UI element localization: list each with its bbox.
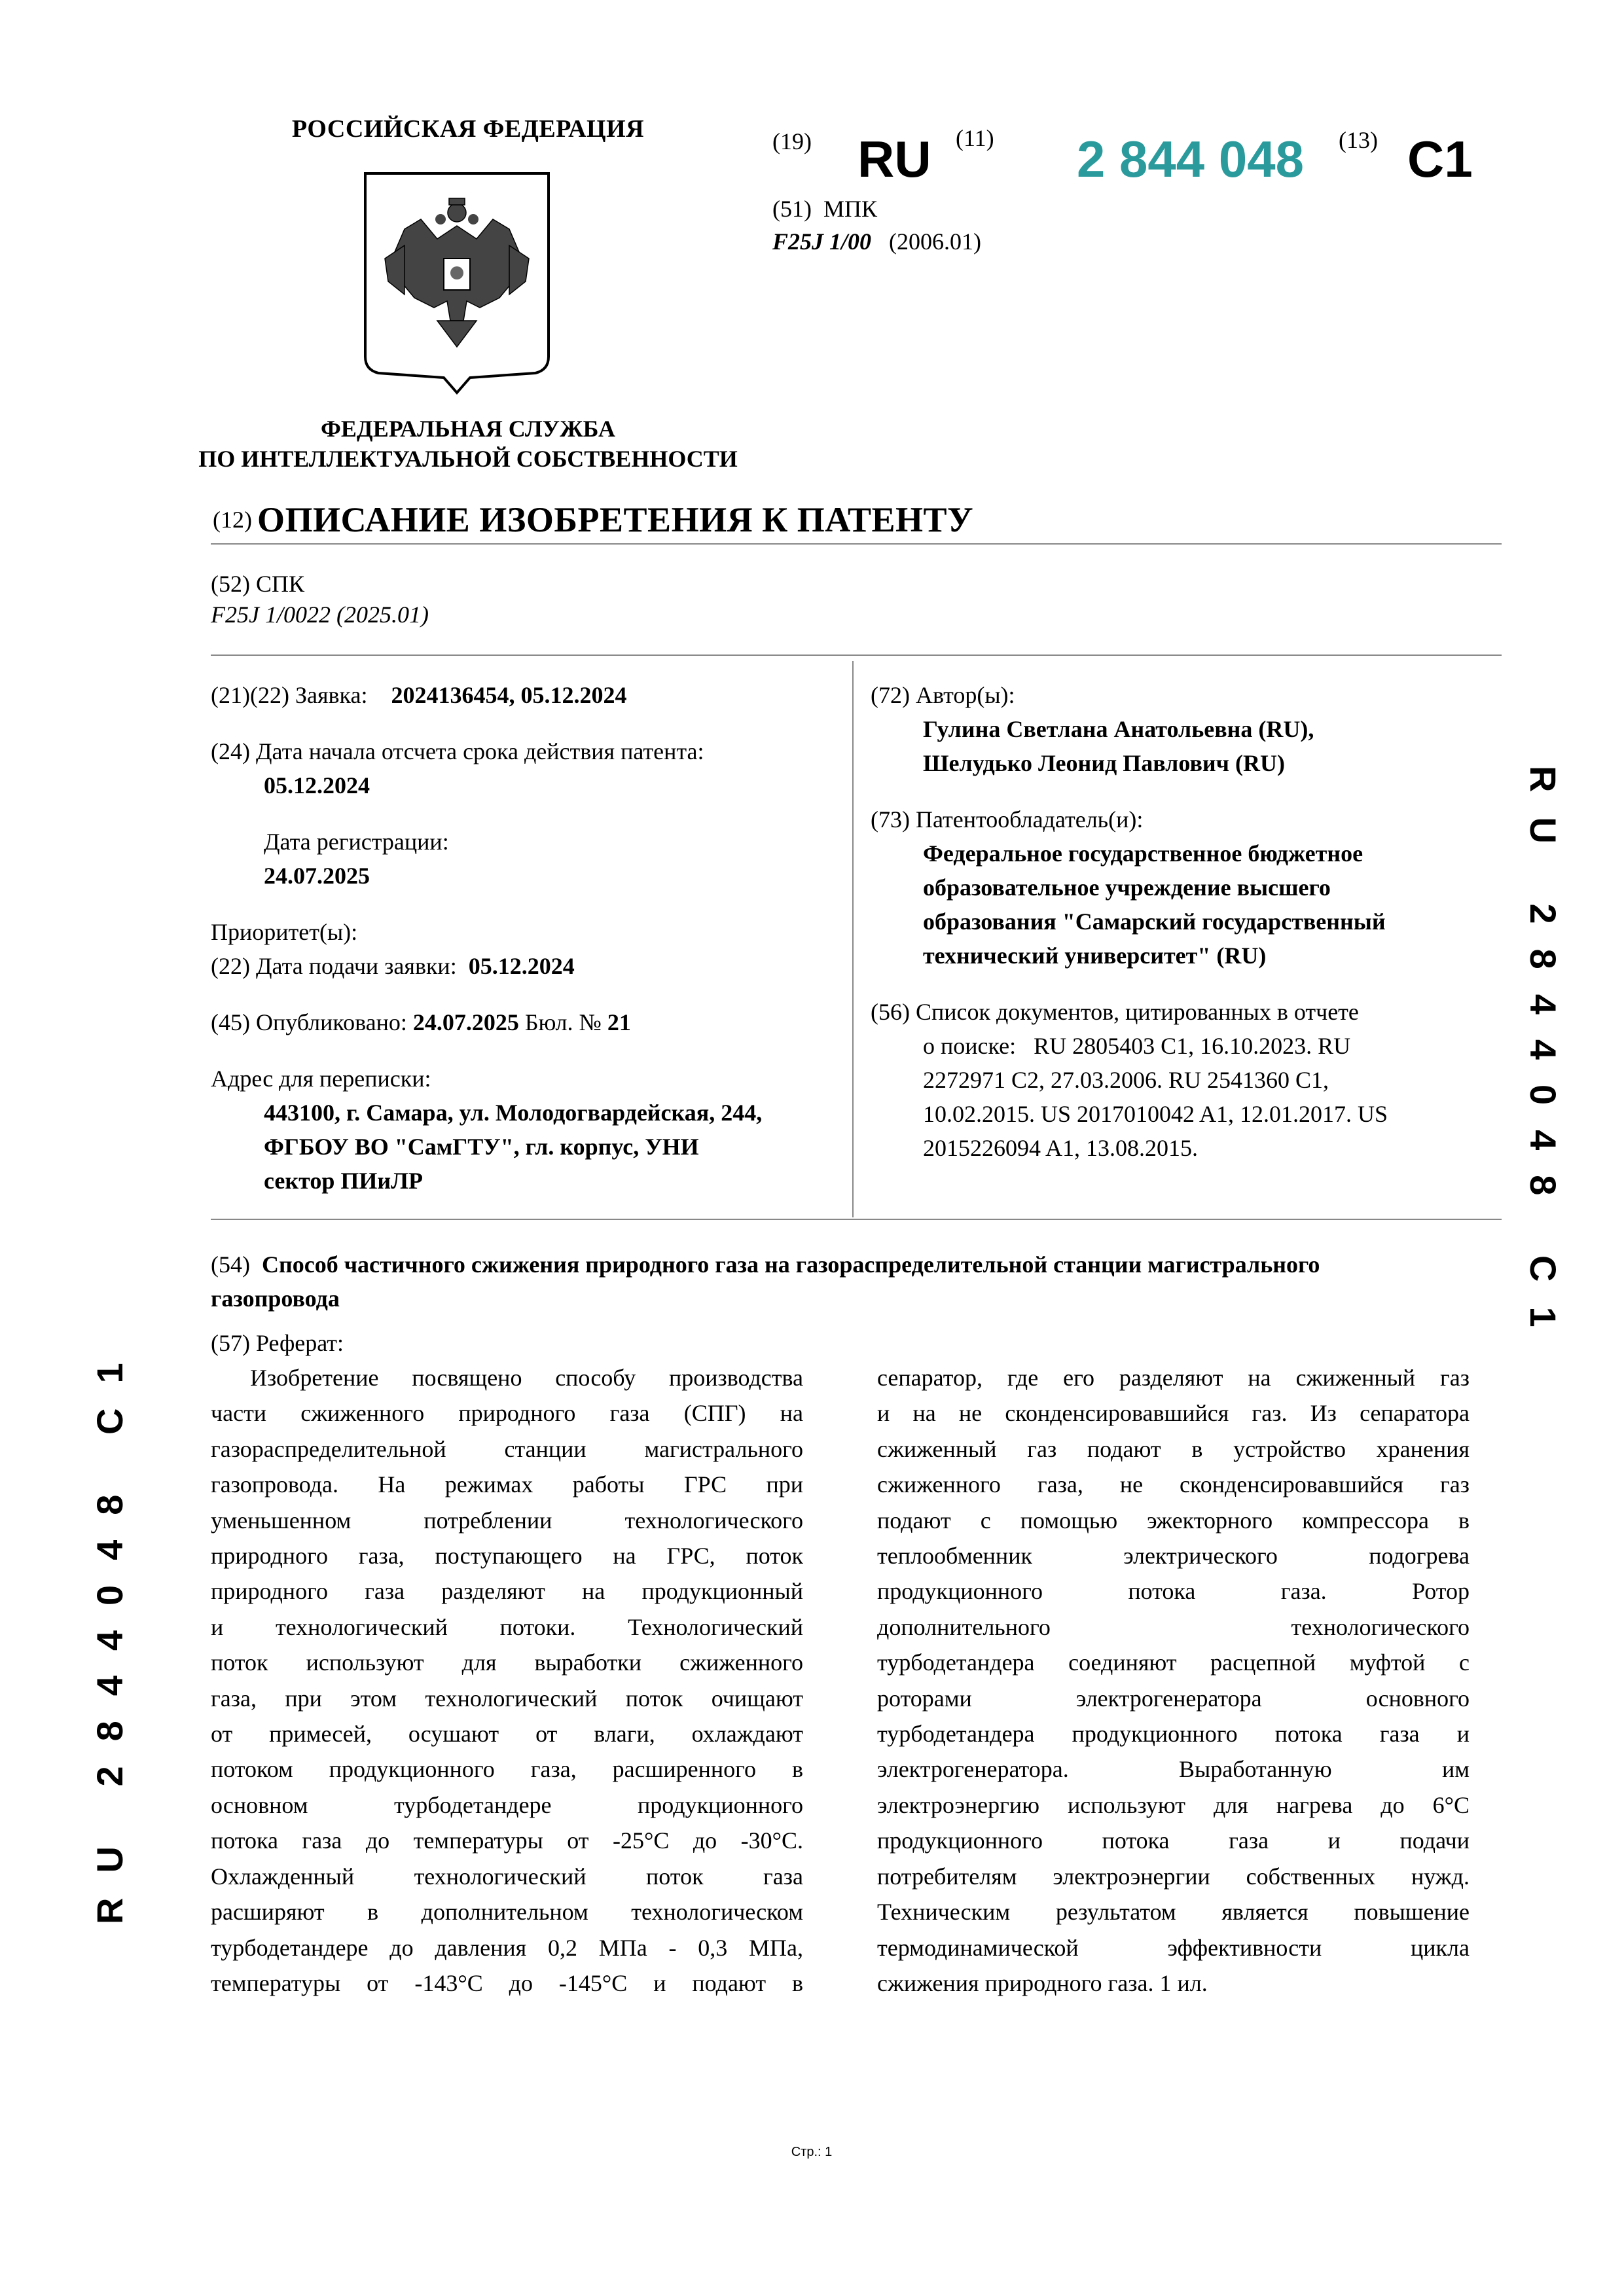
owner-line: образовательное учреждение высшего xyxy=(923,874,1331,901)
address-line: 443100, г. Самара, ул. Молодогвардейская, 244, xyxy=(264,1100,763,1126)
owner-label: (73) Патентообладатель(и): xyxy=(871,806,1144,833)
filing-row xyxy=(211,949,575,983)
abstract-line: турбодетандере до давления 0,2 МПа - 0,3 МПа, xyxy=(211,1934,803,1961)
address-line: ФГБОУ ВО "СамГТУ", гл. корпус, УНИ xyxy=(264,1134,699,1160)
abstract-line: дополнительного технологического xyxy=(877,1613,1470,1640)
published-label: (45) Опубликовано: xyxy=(211,1009,407,1035)
mpk-label: МПК xyxy=(823,196,878,222)
owner-line: образования "Самарский государственный xyxy=(923,908,1386,935)
invention-title: Способ частичного сжижения природного газа на газораспределительной станции магистрального xyxy=(261,1251,1320,1278)
term-label: (24) Дата начала отсчета срока действия патента: xyxy=(211,738,704,764)
cited-label: (56) Список документов, цитированных в отчете xyxy=(871,999,1359,1025)
abstract-line: потребителям электроэнергии собственных нужд. xyxy=(877,1863,1470,1890)
abstract-line: электроэнергию используют для нагрева до 6°С xyxy=(877,1791,1470,1818)
cited-prefix: о поиске: xyxy=(923,1033,1017,1059)
patent-number: 2 844 048 xyxy=(1077,130,1305,188)
country-code: RU xyxy=(857,130,931,188)
abstract-line: газа, при этом технологический поток очищают xyxy=(211,1685,803,1712)
mpk-year: (2006.01) xyxy=(889,228,981,255)
application-value: 2024136454, 05.12.2024 xyxy=(391,682,627,708)
address-label: Адрес для переписки: xyxy=(211,1066,431,1092)
mpk-class: F25J 1/00 xyxy=(772,228,872,255)
address-line: сектор ПИиЛР xyxy=(264,1168,423,1194)
abstract-line: природного газа разделяют на продукционный xyxy=(211,1578,803,1605)
invention-title-row xyxy=(211,1247,1320,1282)
spk-label: (52) СПК xyxy=(211,571,304,597)
kind-code: C1 xyxy=(1407,130,1473,188)
filing-label: (22) Дата подачи заявки: xyxy=(211,953,457,979)
page-number: Стр.: 1 xyxy=(791,2145,833,2159)
abstract-line: продукционного потока газа. Ротор xyxy=(877,1578,1470,1605)
service-name: ФЕДЕРАЛЬНАЯ СЛУЖБА ПО ИНТЕЛЛЕКТУАЛЬНОЙ СОБСТВЕННОСТИ xyxy=(198,416,738,472)
filing-value: 05.12.2024 xyxy=(468,953,575,979)
abstract-line: сепаратор, где его разделяют на сжиженный газ xyxy=(877,1365,1470,1391)
abstract-line: турбодетандера продукционного потока газа и xyxy=(877,1721,1470,1748)
invention-code: (54) xyxy=(211,1251,250,1278)
abstract-line: газораспределительной станции магистрального xyxy=(211,1435,803,1462)
side-patent-id-left: RU 2844048 C1 xyxy=(89,1338,130,1924)
abstract-line: и на не сконденсировавшийся газ. Из сепаратора xyxy=(877,1400,1470,1427)
invention-title-cont: газопровода xyxy=(211,1285,340,1312)
bulletin-value: 21 xyxy=(607,1009,631,1035)
term-value: 05.12.2024 xyxy=(264,772,370,798)
mpk-classification xyxy=(772,228,981,255)
abstract-line: потока газа до температуры от -25°С до -30°С. xyxy=(211,1827,803,1854)
abstract-line: температуры от -143°С до -145°С и подают в xyxy=(211,1969,803,1996)
abstract-line: продукционного потока газа и подачи xyxy=(877,1827,1470,1854)
abstract-line: сжиженного газа, не сконденсировавшийся газ xyxy=(877,1471,1470,1498)
reg-label: Дата регистрации: xyxy=(264,829,449,855)
doc-title-text: ОПИСАНИЕ ИЗОБРЕТЕНИЯ К ПАТЕНТУ xyxy=(257,500,974,539)
country-header xyxy=(177,115,759,143)
country-name: РОССИЙСКАЯ ФЕДЕРАЦИЯ xyxy=(291,115,645,143)
code-51: (51) xyxy=(772,196,812,222)
owner-line: технический университет" (RU) xyxy=(923,942,1267,969)
abstract-line: потоком продукционного газа, расширенного в xyxy=(211,1756,803,1783)
abstract-line: сжижения природного газа. 1 ил. xyxy=(877,1969,1208,1996)
reg-value: 24.07.2025 xyxy=(264,863,370,889)
column-divider xyxy=(852,661,854,1217)
abstract-line: Техническим результатом является повышение xyxy=(877,1899,1470,1926)
cited-docs-line: 2015226094 A1, 13.08.2015. xyxy=(923,1135,1199,1161)
abstract-line: подают с помощью эжекторного компрессора в xyxy=(877,1507,1470,1534)
abstract-line: термодинамической эффективности цикла xyxy=(877,1934,1470,1961)
cited-docs: RU 2805403 C1, 16.10.2023. RU xyxy=(1034,1033,1351,1059)
abstract-line: теплообменник электрического подогрева xyxy=(877,1543,1470,1570)
application-row xyxy=(211,678,626,712)
authors-label: (72) Автор(ы): xyxy=(871,682,1015,708)
cited-docs-line: 10.02.2015. US 2017010042 A1, 12.01.2017. US xyxy=(923,1101,1388,1127)
abstract-line: природного газа, поступающего на ГРС, поток xyxy=(211,1543,803,1570)
bulletin-label: Бюл. № xyxy=(524,1009,602,1035)
owner-line: Федеральное государственное бюджетное xyxy=(923,840,1363,867)
coat-of-arms-emblem xyxy=(359,167,555,396)
published-value: 24.07.2025 xyxy=(412,1009,519,1035)
doc-title-code: (12) xyxy=(213,507,252,533)
author-name: Шелудько Леонид Павлович (RU) xyxy=(923,750,1285,776)
abstract-line: части сжиженного природного газа (СПГ) на xyxy=(211,1400,803,1427)
code-13: (13) xyxy=(1339,127,1378,153)
spk-divider xyxy=(211,655,1502,656)
abstract-line: газопровода. На режимах работы ГРС при xyxy=(211,1471,803,1498)
cited-row xyxy=(923,1029,1350,1063)
published-row xyxy=(211,1005,631,1039)
abstract-line: и технологический потоки. Технологический xyxy=(211,1613,803,1640)
mpk-heading xyxy=(772,195,877,223)
abstract-label: (57) Реферат: xyxy=(211,1330,344,1356)
abstract-line: поток используют для выработки сжиженного xyxy=(211,1649,803,1676)
abstract-line: роторами электрогенератора основного xyxy=(877,1685,1470,1712)
abstract-line: сжиженный газ подают в устройство хранения xyxy=(877,1435,1470,1462)
cited-docs-line: 2272971 C2, 27.03.2006. RU 2541360 C1, xyxy=(923,1067,1329,1093)
abstract-line: основном турбодетандере продукционного xyxy=(211,1791,803,1818)
title-divider xyxy=(211,543,1502,545)
side-patent-id-right: RU 2844048 C1 xyxy=(1523,766,1564,1352)
abstract-line: Охлажденный технологический поток газа xyxy=(211,1863,803,1890)
abstract-right-column xyxy=(877,1360,1470,2001)
application-label: (21)(22) Заявка: xyxy=(211,682,368,708)
abstract-line: турбодетандера соединяют расцепной муфтой с xyxy=(877,1649,1470,1676)
abstract-line: расширяют в дополнительном технологическом xyxy=(211,1899,803,1926)
code-19: (19) xyxy=(772,128,812,154)
priority-label: Приоритет(ы): xyxy=(211,919,358,945)
abstract-line: Изобретение посвящено способу производства xyxy=(250,1365,803,1391)
author-name: Гулина Светлана Анатольевна (RU), xyxy=(923,716,1314,742)
doc-title xyxy=(213,499,973,540)
spk-value: F25J 1/0022 (2025.01) xyxy=(211,601,429,628)
abstract-line: от примесей, осушают от влаги, охлаждают xyxy=(211,1721,803,1748)
abstract-line: электрогенератора. Выработанную им xyxy=(877,1756,1470,1783)
abstract-line: уменьшенном потреблении технологического xyxy=(211,1507,803,1534)
biblio-divider xyxy=(211,1219,1502,1220)
code-11: (11) xyxy=(956,125,994,151)
abstract-left-column xyxy=(211,1360,803,2001)
